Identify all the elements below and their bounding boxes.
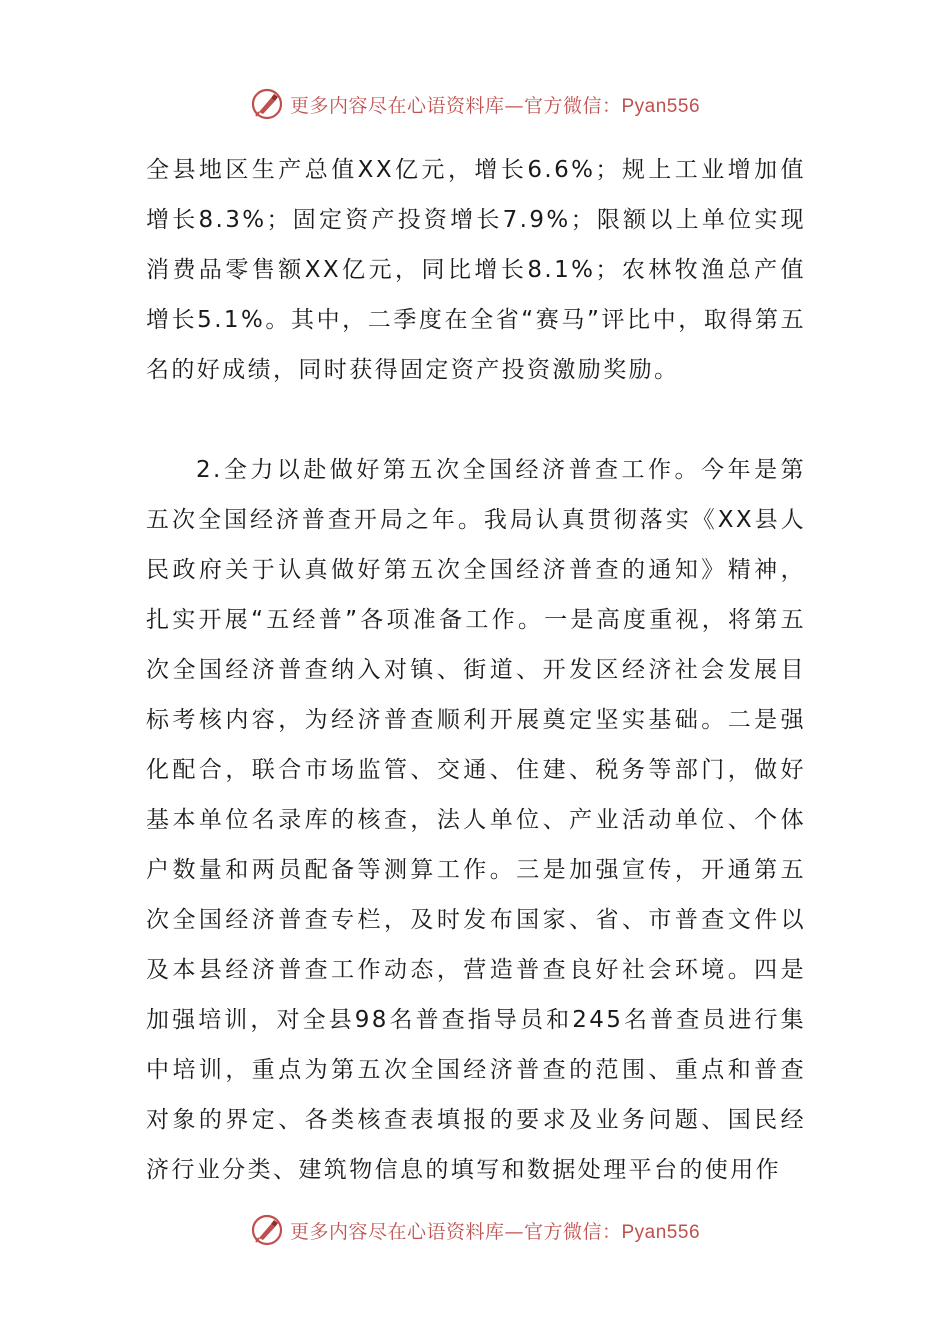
watermark-text: 更多内容尽在心语资料库—官方微信：Pyan556	[289, 94, 701, 117]
watermark-text: 更多内容尽在心语资料库—官方微信：Pyan556	[289, 1220, 701, 1243]
footer-watermark	[0, 1210, 950, 1250]
paragraph-economic-indicators: 全县地区生产总值XX亿元，增长6.6%；规上工业增加值增长8.3%；固定资产投资增长7.9%；限额以上单位实现消费品零售额XX亿元，同比增长8.1%；农林牧渔总产值增长5.1%。其中，二季度在全省“赛马”评比中，取得第五名的好成绩，同时获得固定资产投资激励奖励。	[146, 157, 806, 383]
wechat-id: Pyan556	[621, 95, 701, 117]
wechat-id: Pyan556	[621, 1221, 701, 1243]
pen-nib-logo-icon	[250, 87, 284, 121]
document-body	[146, 145, 806, 1195]
header-watermark	[0, 84, 950, 124]
paragraph-economic-census: 2.全力以赴做好第五次全国经济普查工作。今年是第五次全国经济普查开局之年。我局认真贯彻落实《XX县人民政府关于认真做好第五次全国经济普查的通知》精神，扎实开展“五经普”各项准备工作。一是高度重视，将第五次全国经济普查纳入对镇、街道、开发区经济社会发展目标考核内容，为经济普查顺利开展奠定坚实基础。二是强化配合，联合市场监管、交通、住建、税务等部门，做好基本单位名录库的核查，法人单位、产业活动单位、个体户数量和两员配备等测算工作。三是加强宣传，开通第五次全国经济普查专栏，及时发布国家、省、市普查文件以及本县经济普查工作动态，营造普查良好社会环境。四是加强培训，对全县98名普查指导员和245名普查员进行集中培训，重点为第五次全国经济普查的范围、重点和普查对象的界定、各类核查表填报的要求及业务问题、国民经济行业分类、建筑物信息的填写和数据处理平台的使用作	[146, 457, 806, 1183]
pen-nib-logo-icon	[250, 1213, 284, 1247]
